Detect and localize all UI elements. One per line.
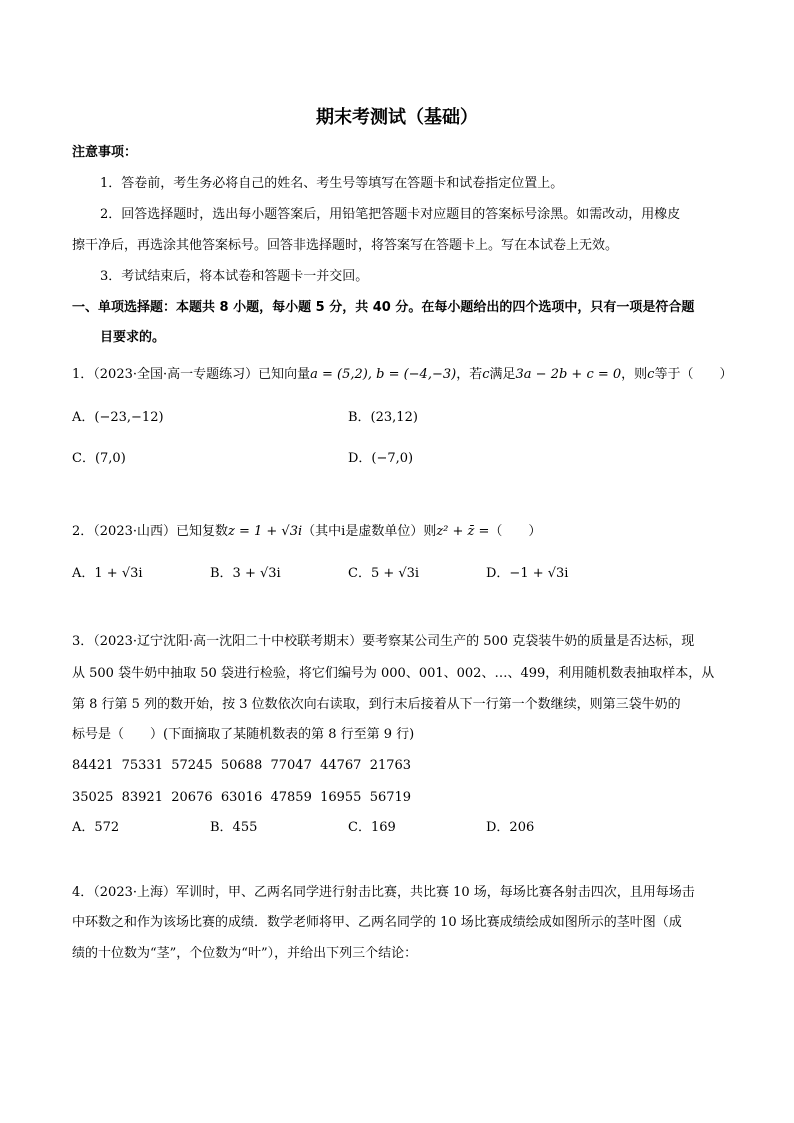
q1-condition-formula: 3a − 2b + c = 0 [515,367,622,382]
q3-line-4: 标号是（ ）(下面摘取了某随机数表的第 8 行至第 9 行) [72,727,415,742]
q2-expression: z² + z̄ = [436,524,490,539]
q2-middle-text: （其中i是虚数单位）则 [302,524,437,539]
q3-line-1: 3．（2023·辽宁沈阳·高一沈阳二十中校联考期末）要考察某公司生产的 500 克袋装牛奶的质量是否达标，现 [72,634,695,649]
q3-option-a: A．572 [72,820,120,835]
random-table-row-8: 84421 75331 57245 50688 77047 44767 21763 [72,758,412,773]
q2-complex-formula: z = 1 + √3i [228,524,303,539]
q1-cond-text: 满足 [489,367,516,382]
q1-middle-text: ，若 [456,367,483,382]
q1-option-a: A．(−23,−12) [72,410,164,425]
notice-item-1: 1．答卷前，考生务必将自己的姓名、考生号等填写在答题卡和试卷指定位置上。 [100,176,564,191]
question-1-stem [72,367,732,383]
q4-line-1: 4．（2023·上海）军训时，甲、乙两名同学进行射击比赛，共比赛 10 场，每场比赛各射击四次，且用每场击 [72,885,695,900]
q2-option-c: C．5 + √3i [348,566,420,581]
q1-vector-c: c [482,367,490,382]
q1-vector-formula: a = (5,2), b = (−4,−3) [310,367,457,382]
q2-end-text: （ ） [489,524,542,539]
q1-stem-text: 1．（2023·全国·高一专题练习）已知向量 [72,367,311,382]
q2-option-a: A．1 + √3i [72,566,143,581]
random-table-row-9: 35025 83921 20676 63016 47859 16955 56719 [72,790,412,805]
q3-option-c: C．169 [348,820,396,835]
notice-item-3: 3．考试结束后，将本试卷和答题卡一并交回。 [100,269,369,284]
q1-option-c: C．(7,0) [72,451,126,466]
q3-option-b: B．455 [210,820,258,835]
question-2-stem [72,524,541,540]
notice-item-2: 2．回答选择题时，选出每小题答案后，用铅笔把答题卡对应题目的答案标号涂黑。如需改动，用橡皮 [100,207,681,222]
q1-tail-text: ，则 [621,367,648,382]
page-title: 期末考测试（基础） [316,107,478,128]
q2-option-d: D．−1 + √3i [486,566,569,581]
section-heading-cont: 目要求的。 [100,330,166,345]
q2-option-b: B．3 + √3i [210,566,281,581]
q3-line-3: 第 8 行第 5 列的数开始，按 3 位数依次向右读取，到行末后接着从下一行第一个数继续，则第三袋牛奶的 [72,697,681,712]
q3-option-d: D．206 [486,820,535,835]
q4-line-3: 绩的十位数为“茎”，个位数为“叶”），并给出下列三个结论： [72,946,418,961]
notice-heading: 注意事项： [72,145,138,160]
q4-line-2: 中环数之和作为该场比赛的成绩．数学老师将甲、乙两名同学的 10 场比赛成绩绘成如图所示的茎叶图（成 [72,915,682,930]
q3-line-2: 从 500 袋牛奶中抽取 50 袋进行检验，将它们编号为 000、001、002、…、499，利用随机数表抽取样本，从 [72,666,715,681]
q1-option-d: D．(−7,0) [348,451,414,466]
q2-stem-text: 2．（2023·山西）已知复数 [72,524,228,539]
q1-vector-c-2: c [647,367,655,382]
notice-item-2-cont: 擦干净后，再选涂其他答案标号。回答非选择题时，将答案写在答题卡上。写在本试卷上无效。 [72,238,619,253]
q1-end-text: 等于（ ） [654,367,733,382]
q1-option-b: B．(23,12) [348,410,418,425]
section-heading: 一、单项选择题：本题共 8 小题，每小题 5 分，共 40 分。在每小题给出的四个选项中，只有一项是符合题 [72,300,695,315]
